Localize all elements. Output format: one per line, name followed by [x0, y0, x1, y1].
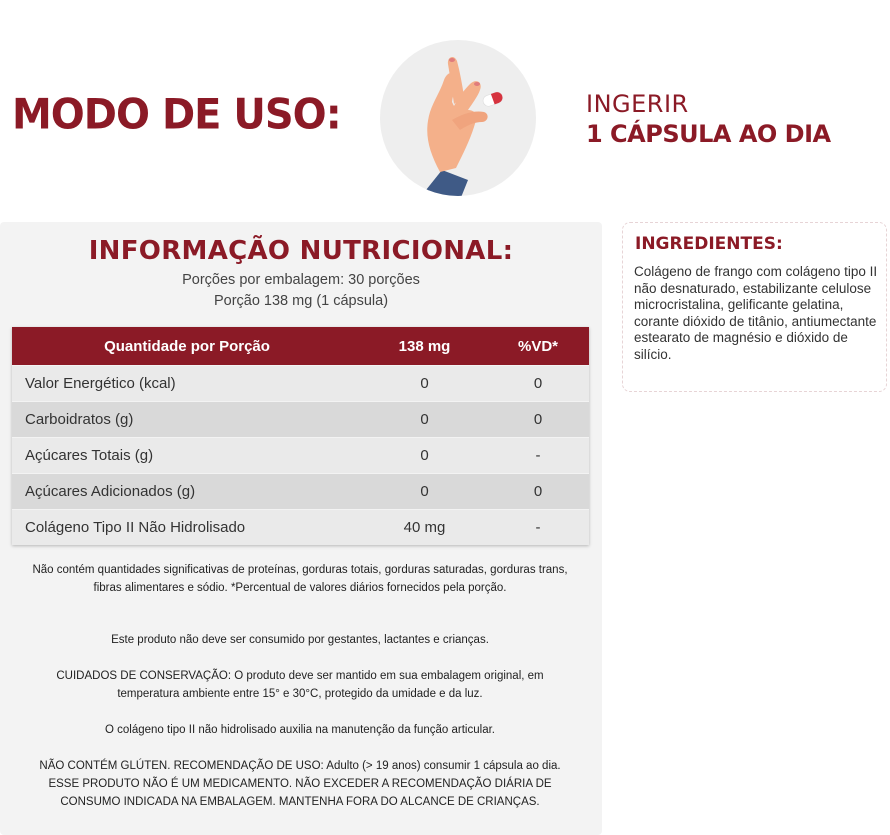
note-warning: Este produto não deve ser consumido por gestantes, lactantes e crianças.: [111, 634, 489, 646]
nutrient-vd: 0: [533, 411, 543, 428]
nutrient-name: Valor Energético (kcal): [25, 375, 176, 392]
serving-size: Porção 138 mg (1 cápsula): [213, 293, 389, 309]
table-row: [12, 401, 589, 437]
nutrient-amount: 0: [420, 411, 429, 428]
nutrient-vd: 0: [533, 375, 543, 392]
ingredients-title: INGREDIENTES:: [635, 234, 783, 254]
nutrient-amount: 40 mg: [403, 519, 446, 536]
nutrition-table: [12, 327, 589, 545]
header-vd: %VD*: [517, 337, 558, 355]
nutrient-vd: 0: [533, 483, 543, 500]
note-gluten: NÃO CONTÉM GLÚTEN. RECOMENDAÇÃO DE USO: Adulto (> 19 anos) consumir 1 cápsula ao dia. ESSE PRODUTO NÃO É UM MEDICAMENTO. NÃO EXCEDER A RECOMENDAÇÃO DIÁRIA DE CONSUMO INDICADA NA EMBALAGEM. MANTENHA FORA DO ALCANCE DE CRIANÇAS.: [39, 760, 561, 808]
header-quantity: Quantidade por Porção: [104, 337, 270, 355]
servings-per-package: Porções por embalagem: 30 porções: [182, 272, 420, 288]
nutrient-amount: 0: [420, 447, 429, 464]
header-amount: 138 mg: [398, 337, 451, 355]
note-claim: O colágeno tipo II não hidrolisado auxilia na manutenção da função articular.: [105, 724, 495, 736]
table-header: [12, 327, 589, 365]
nutrition-title: INFORMAÇÃO NUTRICIONAL:: [88, 236, 514, 266]
nutrient-vd: -: [535, 519, 541, 536]
table-row: [12, 473, 589, 509]
note-storage: CUIDADOS DE CONSERVAÇÃO: O produto deve ser mantido em sua embalagem original, em temperatura ambiente entre 15° e 30°C, protegido da umidade e da luz.: [56, 670, 544, 700]
hand-holding-capsule-icon: [380, 40, 536, 196]
nutrient-name: Açúcares Adicionados (g): [25, 483, 196, 500]
nutrient-amount: 0: [420, 483, 429, 500]
usage-title: MODO DE USO:: [12, 90, 341, 140]
instruction-line-1: INGERIR: [586, 90, 689, 118]
nutrition-panel: [0, 222, 602, 835]
nutrient-vd: -: [535, 447, 541, 464]
nutrient-name: Colágeno Tipo II Não Hidrolisado: [25, 519, 246, 536]
nutrient-name: Carboidratos (g): [25, 411, 134, 428]
table-row: [12, 365, 589, 401]
nutrient-amount: 0: [420, 375, 429, 392]
table-row: [12, 509, 589, 545]
nutrient-name: Açúcares Totais (g): [25, 447, 154, 464]
ingredients-box: [622, 222, 887, 392]
table-row: [12, 437, 589, 473]
ingredients-text: Colágeno de frango com colágeno tipo II não desnaturado, estabilizante celulose microcristalina, gelificante gelatina, corante dióxido de titânio, antiumectante estearato de magnésio e dióxido de silício.: [634, 264, 878, 362]
instruction-line-2: 1 CÁPSULA AO DIA: [586, 120, 831, 148]
note-no-significant: Não contém quantidades significativas de proteínas, gorduras totais, gorduras saturadas, gorduras trans, fibras alimentares e sódio. *Percentual de valores diários fornecidos pela porção.: [32, 564, 568, 594]
